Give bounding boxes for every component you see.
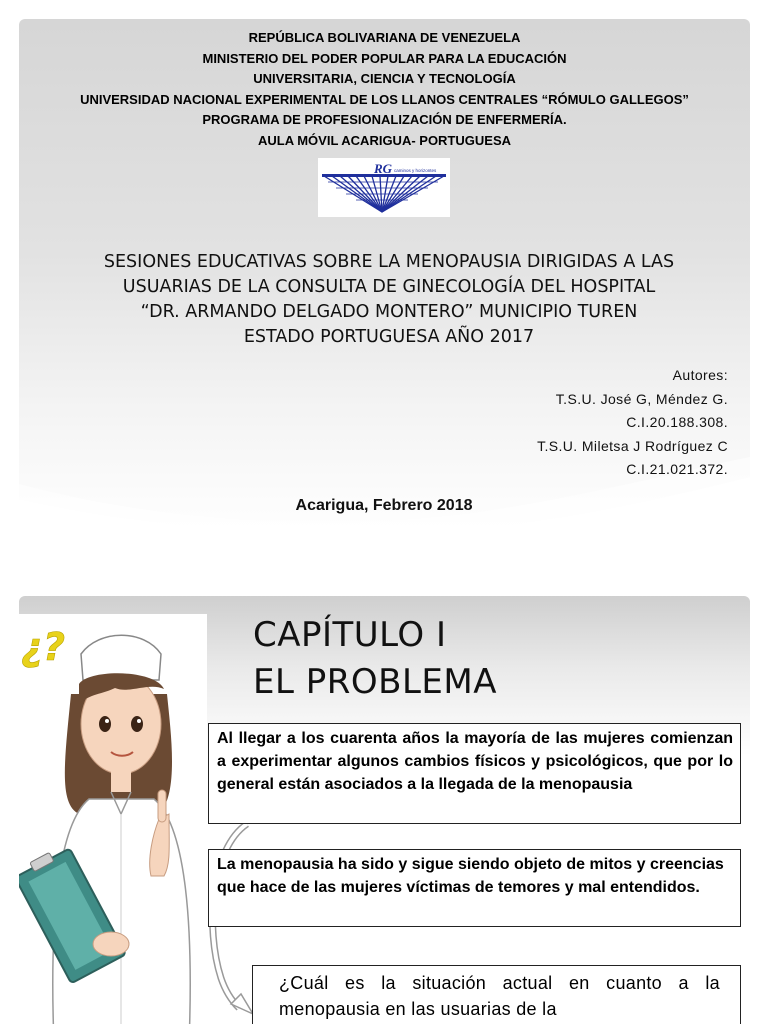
author-2-id: C.I.21.021.372. (626, 461, 728, 477)
chapter-title-line-1: CAPÍTULO I (253, 615, 447, 655)
authors-label: Autores: (672, 367, 728, 383)
title-line-3: “DR. ARMANDO DELGADO MONTERO” MUNICIPIO TUREN (140, 302, 638, 322)
title-line-2: USUARIAS DE LA CONSULTA DE GINECOLOGÍA DEL HOSPITAL (122, 277, 656, 297)
header-line-6: AULA MÓVIL ACARIGUA- PORTUGUESA (257, 132, 512, 148)
logo-letters: RG (374, 161, 393, 176)
header-line-4: UNIVERSIDAD NACIONAL EXPERIMENTAL DE LOS LLANOS CENTRALES “RÓMULO GALLEGOS” (80, 91, 689, 107)
nurse-illustration (19, 614, 207, 1024)
chapter-title-line-2: EL PROBLEMA (253, 662, 497, 702)
title-line-1: SESIONES EDUCATIVAS SOBRE LA MENOPAUSIA DIRIGIDAS A LAS (103, 252, 675, 272)
chapter-title (253, 612, 497, 706)
question-mark-icon: ¿? (21, 625, 66, 669)
logo-tagline: caminos y horizontes (394, 168, 437, 173)
title-slide[interactable] (19, 19, 750, 540)
author-2-name: T.S.U. Miletsa J Rodríguez C (537, 437, 728, 454)
nurse-icon (19, 614, 207, 1024)
header-line-1: REPÚBLICA BOLIVARIANA DE VENEZUELA (248, 30, 521, 45)
authors-block (537, 364, 728, 482)
presentation-title (39, 250, 739, 350)
author-1-id: C.I.20.188.308. (626, 414, 728, 430)
header-line-2: MINISTERIO DEL PODER POPULAR PARA LA EDUCACIÓN (202, 50, 567, 66)
logo-graphic (318, 158, 450, 217)
context-textbox-2: La menopausia ha sido y sigue siendo objeto de mitos y creencias que hace de las mujeres víctimas de temores y mal entendidos. (208, 849, 741, 927)
header-line-3: UNIVERSITARIA, CIENCIA Y TECNOLOGÍA (253, 71, 516, 86)
header-line-5: PROGRAMA DE PROFESIONALIZACIÓN DE ENFERMERÍA. (202, 112, 567, 127)
research-question-box: ¿Cuál es la situación actual en cuanto a la menopausia en las usuarias de la (252, 965, 741, 1024)
place-date: Acarigua, Febrero 2018 (295, 497, 473, 514)
institution-header (19, 28, 750, 151)
chapter-slide[interactable] (19, 596, 750, 1024)
context-textbox-1: Al llegar a los cuarenta años la mayoría de las mujeres comienzan a experimentar algunos cambios físicos y psicológicos, que por lo general están asociados a la llegada de la menopausia (208, 723, 741, 824)
university-logo (318, 158, 450, 217)
author-1-name: T.S.U. José G, Méndez G. (555, 390, 728, 407)
title-line-4: ESTADO PORTUGUESA AÑO 2017 (243, 327, 535, 347)
